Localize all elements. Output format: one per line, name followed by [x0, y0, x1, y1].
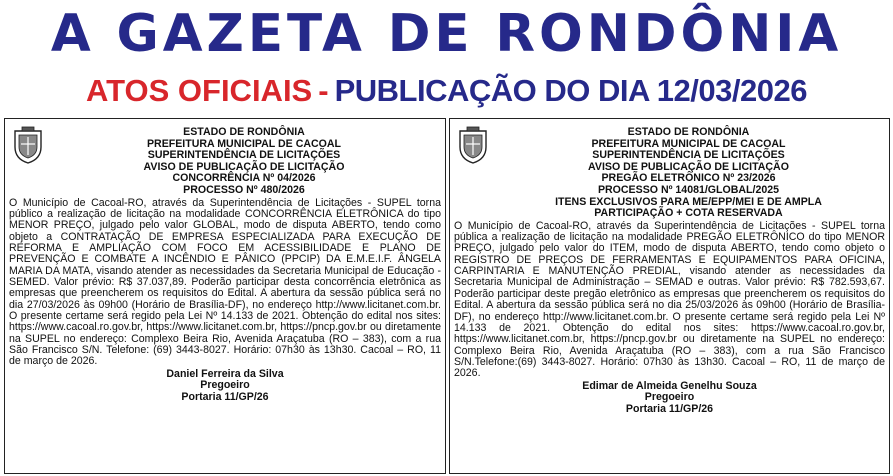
notice-header: [5, 119, 445, 197]
header-line: CONCORRÊNCIA Nº 04/2026: [172, 172, 316, 185]
newspaper-title: A GAZETA DE RONDÔNIA: [50, 4, 843, 64]
header-line: PREFEITURA MUNICIPAL DE CACOAL: [146, 137, 342, 150]
header-line: AVISO DE PUBLICAÇÃO DE LICITAÇÃO: [588, 160, 789, 173]
coat-of-arms-icon: [456, 125, 490, 165]
notice-card-pregao: [449, 118, 890, 474]
notice-signature: [450, 380, 889, 416]
notice-header: [450, 119, 889, 220]
publication-banner: [0, 68, 893, 114]
header-line: PREFEITURA MUNICIPAL DE CACOAL: [591, 137, 786, 150]
signatory-ordinance: Portaria 11/GP/26: [181, 390, 269, 403]
signatory-role: Pregoeiro: [644, 391, 695, 404]
header-line: AVISO DE PUBLICAÇÃO DE LICITAÇÃO: [143, 160, 345, 173]
header-line: PARTICIPAÇÃO + COTA RESERVADA: [594, 207, 783, 220]
header-line: PROCESSO Nº 480/2026: [183, 183, 305, 196]
signatory-ordinance: Portaria 11/GP/26: [625, 402, 714, 415]
section-label: ATOS OFICIAIS: [86, 73, 313, 108]
notice-card-concorrencia: [4, 118, 446, 474]
header-line: SUPERINTENDÊNCIA DE LICITAÇÕES: [147, 149, 341, 162]
banner-separator: -: [318, 73, 329, 108]
header-line: ESTADO DE RONDÔNIA: [183, 126, 305, 138]
header-line: SUPERINTENDÊNCIA DE LICITAÇÕES: [592, 149, 785, 162]
notice-body: O Município de Cacoal-RO, através da Superintendência de Licitações - SUPEL torna pública a realização de licitação na modalidade PREGÃO ELETRÔNICO do tipo MENOR PREÇO, julgado pelo valor do ITEM, modo de disputa ABERTO, tendo como objeto o REGISTRO DE PREÇOS DE FERRAMENTAS E EQUIPAMENTOS PARA OFICINA, CARPINTARIA E MANUTENÇÃO PREDIAL, visando atender as necessidades da Secretaria Municipal de Administração – SEMAD e outras. Valor prévio: R$ 782.593,67. Poderão participar deste pregão eletrônico as empresas que preencherem os requisitos do Edital. A abertura da sessão pública será no dia 25/03/2026 às 09h00 (Horário de Brasília-DF), no endereço http://www.licitanet.com.br. O presente certame será regido pela Lei Nº 14.133 de 2021. Obtenção do edital nos sites: https://www.cacoal.ro.gov.br, https://www.licitanet.com.br, https://pncp.gov.br ou diretamente na SUPEL no endereço: Complexo Beira Rio, Avenida Araçatuba (RO – 383), com a rua São Francisco S/N.Telefone:(69) 3443-8027. Horário: 07h30 às 13h30. Cacoal – RO, 11 de março de 2026.: [454, 219, 885, 380]
header-line: PROCESSO Nº 14081/GLOBAL/2025: [597, 183, 780, 196]
coat-of-arms-icon: [11, 125, 45, 165]
publication-date-label: PUBLICAÇÃO DO DIA 12/03/2026: [334, 73, 807, 108]
header-line: PREGÃO ELETRÔNICO Nº 23/2026: [601, 172, 776, 185]
header-line: ESTADO DE RONDÔNIA: [627, 126, 750, 138]
header-line: ITENS EXCLUSIVOS PARA ME/EPP/MEI E DE AMPLA: [555, 195, 822, 208]
signatory-role: Pregoeiro: [200, 379, 250, 392]
notice-body: O Município de Cacoal-RO, através da Superintendência de Licitações - SUPEL torna público a realização de licitação na modalidade CONCORRÊNCIA ELETRÔNICA do tipo MENOR PREÇO, julgado pelo valor GLOBAL, modo de disputa ABERTO, tendo como objeto a CONTRATAÇÃO DE EMPRESA ESPECIALIZADA PARA EXECUÇÃO DE REFORMA E AMPLIAÇÃO COM FOCO EM ACESSIBILIDADE E PLANO DE PREVENÇÃO E COMBATE A INCÊNDIO E PÂNICO (PPCIP) DA E.M.E.I.F. ÂNGELA MARIA DA MATA, visando atender as necessidades da Secretaria Municipal de Educação - SEMED. Valor prévio: R$ 37.037,89. Poderão participar desta concorrência eletrônica as empresas que preencherem os requisitos do Edital. A abertura da sessão pública será no dia 27/03/2026 às 09h00 (Horário de Brasília-DF), no endereço http://www.licitanet.com.br. O presente certame será regido pela Lei Nº 14.133 de 2021. Obtenção do edital nos sites: https://www.cacoal.ro.gov.br, https://www.licitanet.com.br, https://pncp.gov.br ou diretamente na SUPEL no endereço: Complexo Beira Rio, Avenida Araçatuba (RO – 383), com a rua São Francisco S/N. Telefone: (69) 3443-8027. Horário: 07h30 às 13h30. Cacoal – RO, 11 de março de 2026.: [9, 196, 441, 368]
signatory-name: Daniel Ferreira da Silva: [166, 367, 284, 380]
signatory-name: Edimar de Almeida Genelhu Souza: [582, 379, 757, 392]
notice-signature: [5, 368, 445, 404]
masthead: [0, 0, 893, 68]
